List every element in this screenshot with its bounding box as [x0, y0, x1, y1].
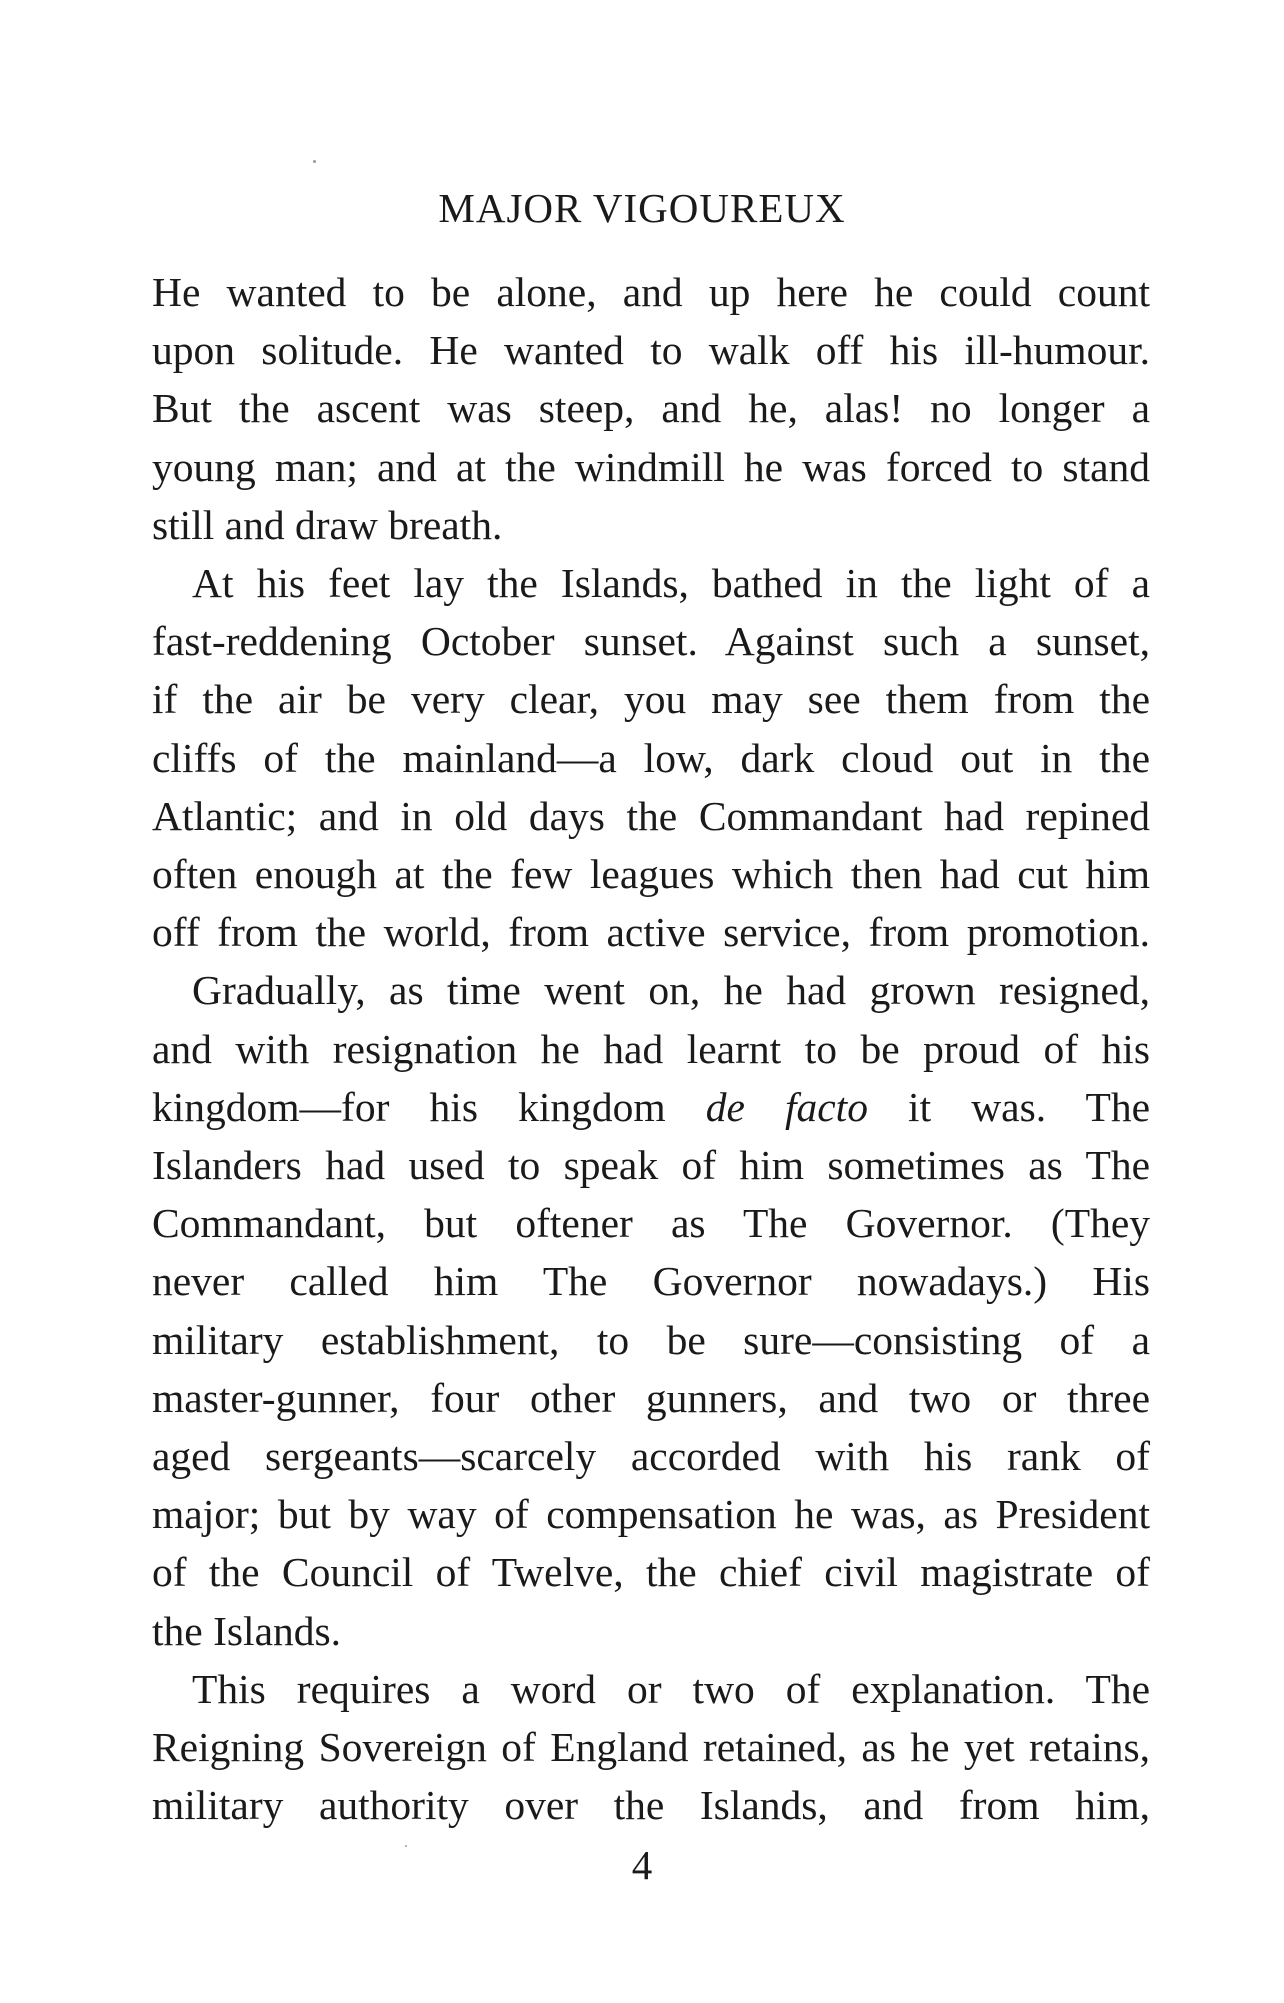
- text-line: often enough at the few leagues which then had cut him: [152, 851, 1150, 898]
- text-line: master-gunner, four other gunners, and two or three: [152, 1374, 1150, 1421]
- text-line: Gradually, as time went on, he had grown resigned,: [192, 967, 1150, 1014]
- text-line: Atlantic; and in old days the Commandant had repined: [152, 792, 1150, 839]
- text-line: major; but by way of compensation he was, as President: [152, 1491, 1150, 1538]
- text-line: This requires a word or two of explanation. The: [192, 1665, 1150, 1712]
- body-text: [152, 263, 1150, 1834]
- text-line: military establishment, to be sure—consisting of a: [152, 1316, 1150, 1363]
- text-line: still and draw breath.: [152, 501, 503, 548]
- text-line: He wanted to be alone, and up here he could count: [152, 269, 1150, 315]
- text-line: aged sergeants—scarcely accorded with his rank of: [152, 1433, 1150, 1480]
- text-line: fast-reddening October sunset. Against such a sunset,: [152, 618, 1150, 665]
- text-line-segment: it was. The: [867, 1083, 1150, 1130]
- text-line: of the Council of Twelve, the chief civil magistrate of: [152, 1549, 1150, 1596]
- text-line: young man; and at the windmill he was forced to stand: [152, 443, 1150, 490]
- text-line: Commandant, but oftener as The Governor. (They: [152, 1200, 1150, 1247]
- text-line: [152, 1078, 1150, 1136]
- text-line: But the ascent was steep, and he, alas! no longer a: [152, 385, 1150, 432]
- running-head: MAJOR VIGOUREUX: [438, 185, 846, 231]
- text-line-segment: kingdom—for his kingdom: [152, 1083, 706, 1130]
- text-line: if the air be very clear, you may see them from the: [152, 676, 1150, 723]
- page-number: 4: [631, 1842, 653, 1888]
- text-line: At his feet lay the Islands, bathed in the light of a: [192, 560, 1150, 607]
- text-line: the Islands.: [152, 1607, 342, 1654]
- text-line: military authority over the Islands, and from him,: [152, 1782, 1150, 1829]
- text-line: Reigning Sovereign of England retained, as he yet retains,: [152, 1724, 1150, 1771]
- paper-speck: [313, 160, 316, 163]
- text-line: Islanders had used to speak of him sometimes as The: [152, 1142, 1150, 1189]
- text-line: and with resignation he had learnt to be proud of his: [152, 1025, 1150, 1072]
- italic-phrase: de facto: [705, 1083, 868, 1130]
- text-line: never called him The Governor nowadays.) His: [152, 1258, 1150, 1305]
- text-line: upon solitude. He wanted to walk off his ill-humour.: [152, 327, 1150, 374]
- text-line: off from the world, from active service, from promotion.: [152, 909, 1150, 956]
- text-line: cliffs of the mainland—a low, dark cloud out in the: [152, 734, 1150, 781]
- paper-speck: [405, 1845, 407, 1847]
